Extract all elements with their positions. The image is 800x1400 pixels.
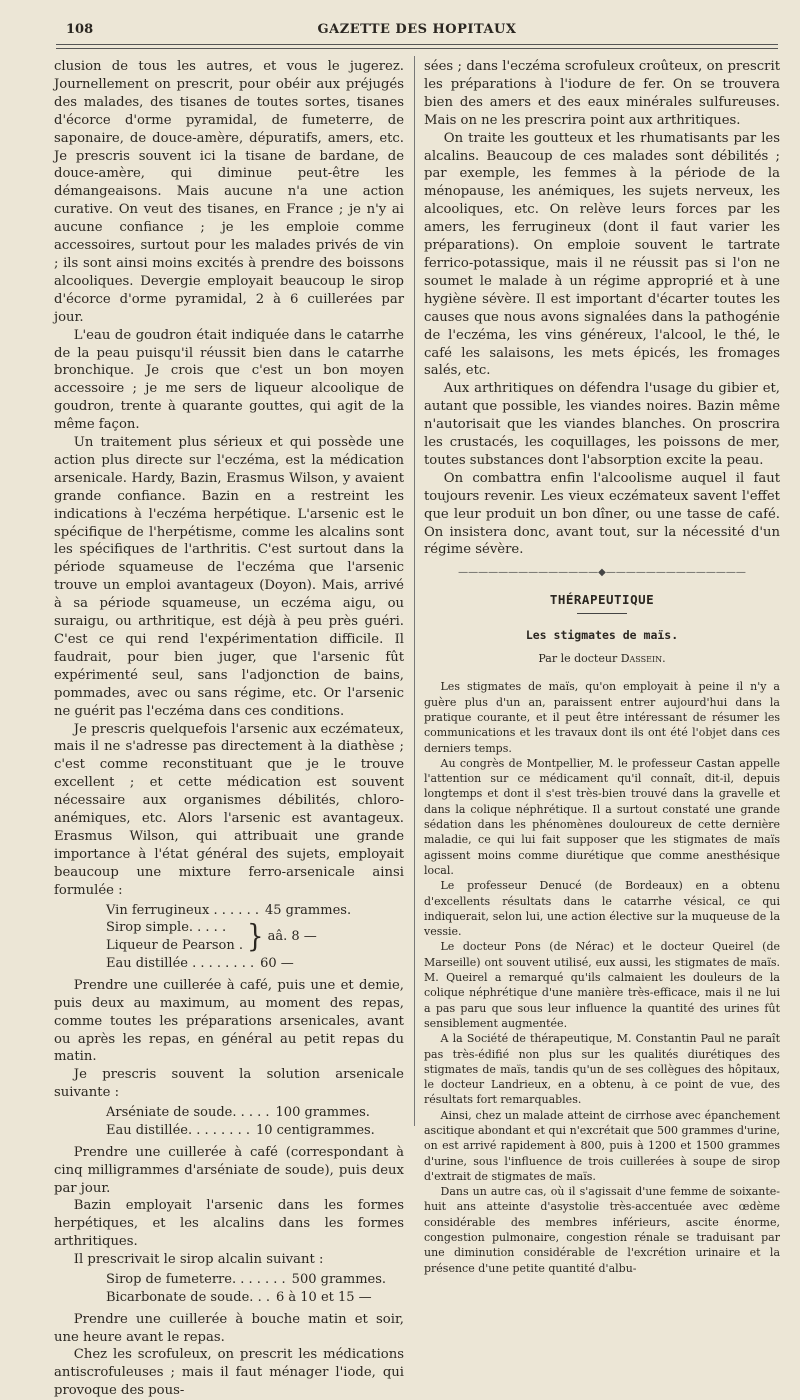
page-header: [56, 22, 778, 42]
section-title: THÉRAPEUTIQUE: [549, 592, 655, 608]
paragraph: Je prescris quelquefois l'arsenic aux eczémateux, mais il ne s'adresse pas directement à la diathèse ; c'est comme reconstituant que je le trouve excellent ; et cette médication est souvent nécessaire aux organismes débilités, chloro-anémiques, etc. Alors l'arsenic est avantageux. Erasmus Wilson, qui attribuait une grande importance à l'état général des sujets, employait beaucoup une mixture ferro-arsenicale ainsi formulée :: [54, 721, 404, 898]
byline-author: Dassein.: [620, 652, 666, 666]
formula-ingredient: Bicarbonate de soude. . .: [106, 1289, 270, 1305]
formula-ingredient: Arséniate de soude. . . . .: [106, 1105, 270, 1121]
page-number: 108: [66, 22, 94, 37]
brace-symbol: }: [247, 919, 264, 956]
paragraph: Prendre une cuillerée à café, puis une et demie, puis deux au maximum, au moment des repas, comme toutes les préparations arsenicales, avant ou après les repas, en général au petit repas du matin.: [54, 977, 404, 1065]
formula-quantity: 60 —: [260, 955, 294, 971]
formula-quantity: 100 grammes.: [275, 1105, 370, 1121]
paragraph: Le docteur Pons (de Nérac) et le docteur Queirel (de Marseille) ont souvent utilisé, eux aussi, les stigmates de maïs. M. Queirel a remarqué qu'ils calmaient les douleurs de la colique néphrétique d'une manière très-efficace, mais il ne lui a pas paru que sous leur influence la quantité des urines fût sensiblement augmentée.: [424, 940, 780, 1030]
formula-quantity: 10 centigrammes.: [255, 1122, 375, 1138]
paragraph: Le professeur Denucé (de Bordeaux) en a obtenu d'excellents résultats dans le catarrhe vésical, ce qui indiquerait, selon lui, une action élective sur la muqueuse de la vessie.: [424, 879, 780, 939]
formula-ingredient: Eau distillée . . . . . . . .: [106, 955, 255, 971]
paragraph: Il prescrivait le sirop alcalin suivant :: [73, 1252, 324, 1268]
paragraph: Chez les scrofuleux, on prescrit les médications antiscrofuleuses ; mais il faut ménager l'iode, qui provoque des pous-: [54, 1347, 404, 1399]
formula-quantity: 6 à 10 et 15 —: [275, 1289, 372, 1305]
paragraph: Dans un autre cas, où il s'agissait d'une femme de soixante-huit ans atteinte d'asystolie très-accentuée avec œdème considérable des membres inférieurs, ascite énorme, congestion pulmonaire, congestion rénale se traduisant par une diminution considérable de l'excrétion urinaire et la présence d'une petite quantité d'albu-: [424, 1185, 780, 1275]
column-divider: [414, 56, 415, 1126]
paragraph: Un traitement plus sérieux et qui possède une action plus directe sur l'eczéma, est la médication arsenicale. Hardy, Bazin, Erasmus Wilson, y avaient grande confiance. Bazin en a restreint les indications à l'eczéma herpétique. L'arsenic est le spécifique de l'herpétisme, comme les alcalins sont les spécifiques de l'arthritis. C'est surtout dans la période squameuse de l'eczéma que l'arsenic trouve un emploi avantageux (Doyon). Mais, arrivé à sa période squameuse, un eczéma aigu, ou suraigu, ou arthritique, est déjà à peu près guéri. C'est ce qui rend l'expérimentation difficile. Il faudrait, pour bien juger, que l'arsenic fût expérimenté seul, sans l'adjonction de bains, pommades, avec ou sans régime, etc. Or l'arsenic ne guérit pas l'eczéma dans ces conditions.: [54, 435, 404, 719]
article-title: Les stigmates de maïs.: [525, 628, 679, 643]
formula-quantity: 45 grammes.: [264, 902, 352, 918]
paragraph: Les stigmates de maïs, qu'on employait à peine il n'y a guère plus d'un an, paraissent entrer aujourd'hui dans la pratique courante, et il peut être intéressant de résumer les communications et les travaux dont ils ont été l'objet dans ces derniers temps.: [424, 680, 780, 755]
paragraph: clusion de tous les autres, et vous le jugerez. Journellement on prescrit, pour obéir aux préjugés des malades, des tisanes de toutes sortes, tisanes d'écorce d'orme pyramidal, de fumeterre, de saponaire, de douce-amère, dépuratifs, amers, etc. Je prescris souvent ici la tisane de bardane, de douce-amère, qui diminue peut-être les démangeaisons. Mais aucune n'a une action curative. On veut des tisanes, en France ; je n'y ai aucune confiance ; je les emploie comme accessoires, surtout pour les malades privés de vin ; ils sont ainsi moins excités à prendre des boissons alcooliques. Devergie employait beaucoup le sirop d'écorce d'orme pyramidal, 2 à 6 cuillerées par jour.: [54, 59, 404, 325]
formula-ingredient: Sirop simple. . . . .: [106, 920, 227, 936]
byline: [424, 652, 780, 665]
formula-ferro-arsenicale: [106, 902, 404, 973]
formula-solution-arsenicale: [106, 1104, 404, 1140]
formula-sirop-alcalin: [106, 1271, 404, 1307]
formula-quantity: aâ. 8 —: [267, 929, 317, 945]
formula-ingredient: Eau distillée. . . . . . . .: [106, 1122, 250, 1138]
left-column: [54, 58, 404, 1400]
paragraph: Ainsi, chez un malade atteint de cirrhose avec épanchement ascitique abondant et qui n'excrétait que 500 grammes d'urine, on est arrivé rapidement à 800, puis à 1200 et 1500 grammes d'urine, sous l'influence de trois cuillerées à soupe de sirop d'extrait de stigmates de maïs.: [424, 1108, 780, 1183]
byline-prefix: Par le docteur: [538, 652, 618, 666]
paragraph: sées ; dans l'eczéma scrofuleux croûteux, on prescrit les préparations à l'iodure de fer. On se trouvera bien des amers et des eaux minérales sulfureuses. Mais on ne les prescrira point aux arthritiques.: [424, 59, 780, 128]
paragraph: Prendre une cuillerée à bouche matin et soir, une heure avant le repas.: [54, 1311, 404, 1345]
journal-title: GAZETTE DES HOPITAUX: [317, 22, 517, 37]
paragraph: A la Société de thérapeutique, M. Constantin Paul ne paraît pas très-édifié non plus sur les qualités diurétiques des stigmates de maïs, tandis qu'un de ses collègues des hôpitaux, le docteur Landrieux, en a obtenu, à ce point de vue, des résultats fort remarquables.: [424, 1032, 780, 1107]
right-column: [424, 58, 780, 1276]
separator-ornament: ——————————————◆——————————————: [458, 567, 746, 579]
paragraph: On combattra enfin l'alcoolisme auquel il faut toujours revenir. Les vieux eczémateux savent l'effet que leur produit un bon dîner, ou une tasse de café. On insistera donc, avant tout, sur la nécessité d'un régime sévère.: [424, 470, 780, 558]
paragraph: L'eau de goudron était indiquée dans le catarrhe de la peau puisqu'il réussit bien dans le catarrhe bronchique. Je crois que c'est un bon moyen accessoire ; je me sers de liqueur alcoolique de goudron, trente à quarante gouttes, qui agit de la même façon.: [54, 327, 404, 433]
paragraph: Je prescris souvent la solution arsenicale suivante :: [54, 1067, 404, 1101]
paragraph: Aux arthritiques on défendra l'usage du gibier et, autant que possible, les viandes noires. Bazin même n'autorisait que les viandes blanches. On proscrira les crustacés, les coquillages, les poissons de mer, toutes substances dont l'absorption excite la peau.: [424, 381, 780, 468]
section-rule: [577, 613, 627, 614]
formula-ingredient: Vin ferrugineux . . . . . .: [106, 902, 259, 918]
paragraph: Prendre une cuillerée à café (correspondant à cinq milligrammes d'arséniate de soude), puis deux par jour.: [54, 1144, 404, 1196]
paragraph: On traite les goutteux et les rhumatisants par les alcalins. Beaucoup de ces malades sont débilités ; par exemple, les femmes à la période de la ménopause, les anémiques, les sujets nerveux, les alcooliques, etc. On relève leurs forces par les amers, les ferrugineux (dont il faut varier les préparations). On emploie souvent le tartrate ferrico-potassique, mais il ne réussit pas si l'on ne soumet le malade à un régime approprié et à une hygiène sévère. Il est important d'écarter toutes les causes que nous avons signalées dans la pathogénie de l'eczéma, les vins généreux, l'alcool, le thé, le café les salaisons, les mets épicés, les fromages salés, etc.: [424, 130, 780, 379]
paragraph: Bazin employait l'arsenic dans les formes herpétiques, et les alcalins dans les formes arthritiques.: [54, 1198, 404, 1250]
formula-ingredient: Sirop de fumeterre. . . . . . .: [106, 1272, 286, 1288]
header-rule: [56, 44, 778, 49]
formula-ingredient: Liqueur de Pearson .: [106, 938, 244, 954]
formula-quantity: 500 grammes.: [291, 1272, 387, 1288]
paragraph: Au congrès de Montpellier, M. le professeur Castan appelle l'attention sur ce médicament qu'il connaît, dit-il, depuis longtemps et dont il s'est très-bien trouvé dans la gravelle et dans la colique néphrétique. Il a surtout constaté une grande sédation dans les phénomènes douloureux de cette dernière maladie, ce qui lui fait supposer que les stigmates de maïs agissent moins comme diurétique que comme anesthésique local.: [424, 756, 780, 877]
